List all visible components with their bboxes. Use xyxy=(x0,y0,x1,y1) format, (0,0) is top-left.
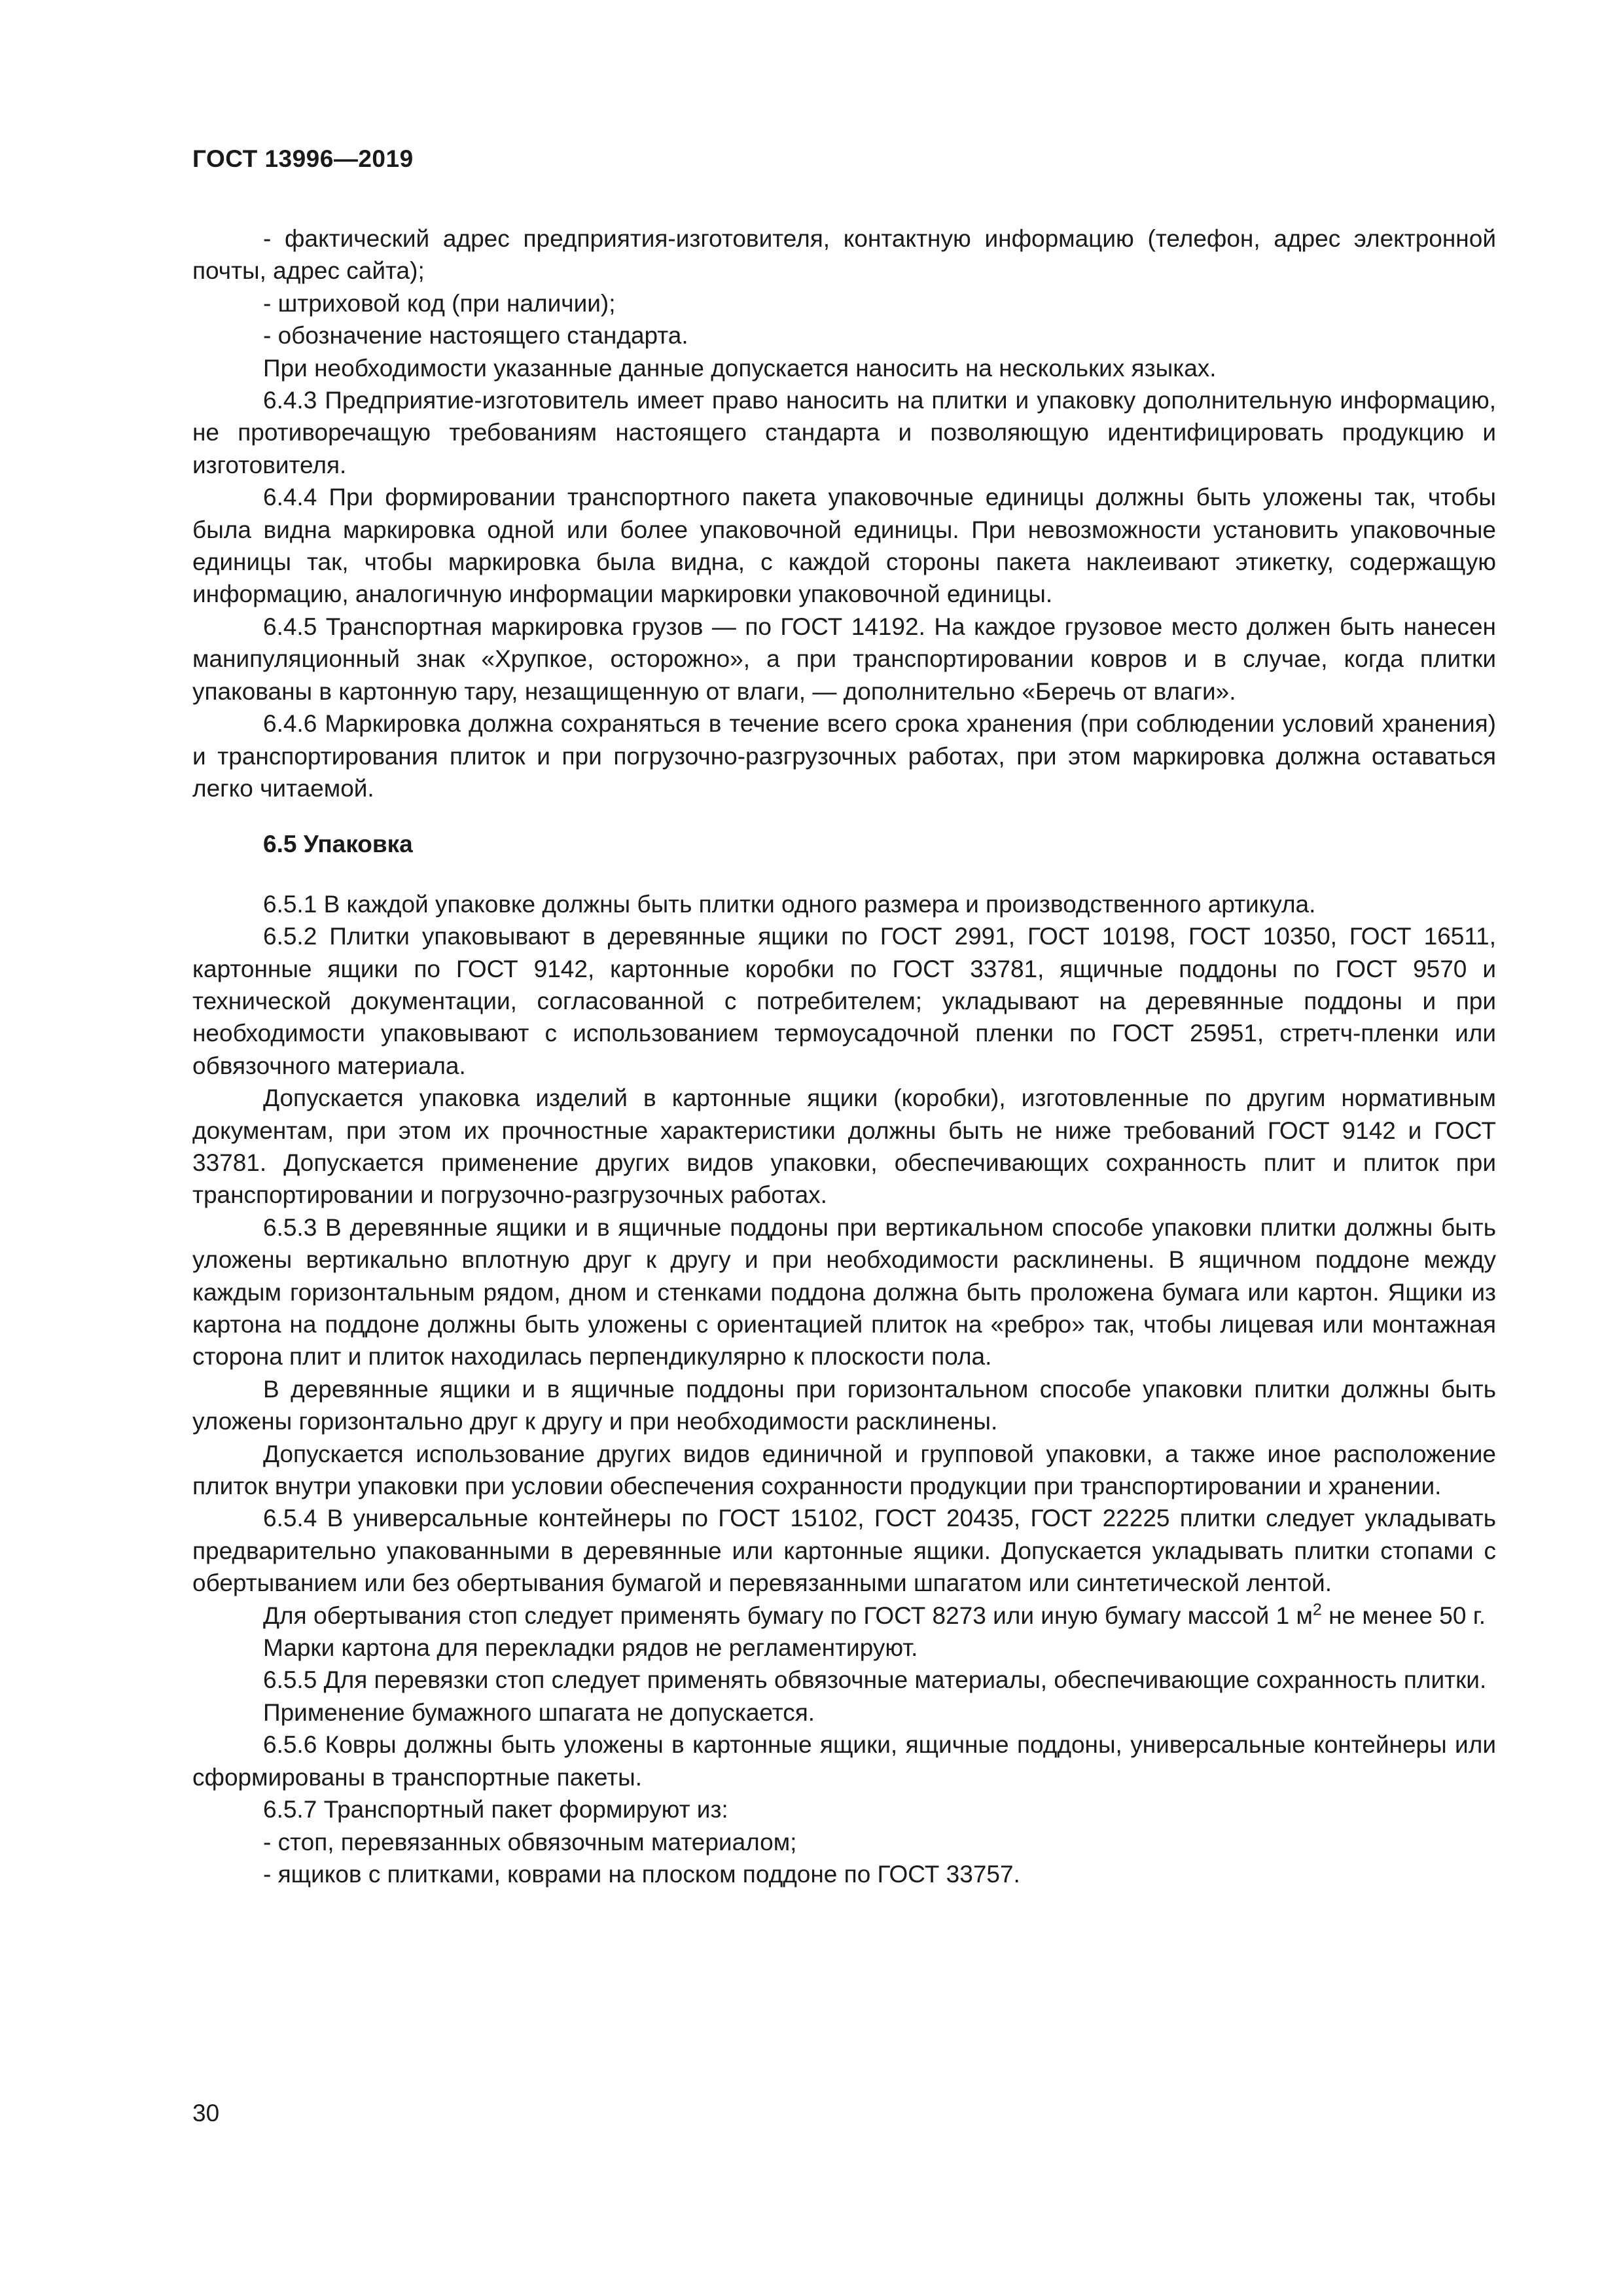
paragraph-6-5-2-b: Допускается упаковка изделий в картонные ящики (коробки), изготовленные по другим нормативным документам, при этом их прочностные характеристики должны быть не ниже требований ГОСТ 9142 и ГОСТ 33781. Допускается применение других видов упаковки, обеспечивающих сохранность плит и плиток при транспортировании и погрузочно-разгрузочных работах. xyxy=(192,1085,1496,1209)
paragraph-6-5-7: 6.5.7 Транспортный пакет формируют из: xyxy=(263,1796,728,1823)
paragraph-6-5-4: 6.5.4 В универсальные контейнеры по ГОСТ 15102, ГОСТ 20435, ГОСТ 22225 плитки следует укладывать предварительно упакованными в деревянные или картонные ящики. Допускается укладывать плитки стопами с обертыванием или без обертывания бумагой и перевязанными шпагатом или синтетической лентой. xyxy=(192,1505,1496,1597)
paragraph-6-5-2: 6.5.2 Плитки упаковывают в деревянные ящики по ГОСТ 2991, ГОСТ 10198, ГОСТ 10350, ГОСТ 16511, картонные ящики по ГОСТ 9142, картонные коробки по ГОСТ 33781, ящичные поддоны по ГОСТ 9570 и технической документации, согласованной с потребителем; укладывают на деревянные поддоны и при необходимости упаковывают с использованием термоусадочной пленки по ГОСТ 25951, стретч-пленки или обвязочного материала. xyxy=(192,923,1496,1079)
paragraph-twine: Применение бумажного шпагата не допускается. xyxy=(263,1698,815,1726)
paragraph-languages: При необходимости указанные данные допускается наносить на нескольких языках. xyxy=(263,354,1217,382)
paragraph-cardboard: Марки картона для перекладки рядов не регламентируют. xyxy=(263,1634,918,1662)
paragraph-6-4-3: 6.4.3 Предприятие-изготовитель имеет право наносить на плитки и упаковку дополнительную информацию, не противоречащую требованиям настоящего стандарта и позволяющую идентифицировать продукцию и изготовителя. xyxy=(192,387,1496,478)
paragraph-wrapping xyxy=(192,1600,1496,1632)
paragraph-6-5-3-c: Допускается использование других видов единичной и групповой упаковки, а также иное расположение плиток внутри упаковки при условии обеспечения сохранности продукции при транспортировании и хранении. xyxy=(192,1440,1496,1500)
superscript-two: 2 xyxy=(1312,1600,1322,1619)
paragraph-6-4-4: 6.4.4 При формировании транспортного пакета упаковочные единицы должны быть уложены так, чтобы была видна маркировка одной или более упаковочной единицы. При невозможности установить упаковочные единицы так, чтобы маркировка была видна, с каждой стороны пакета наклеивают этикетку, содержащую информацию, аналогичную информации маркировки упаковочной единицы. xyxy=(192,484,1496,608)
wrapping-text-start: Для обертывания стоп следует применять бумагу по ГОСТ 8273 или иную бумагу массой 1 м xyxy=(263,1602,1313,1629)
list-item: - стоп, перевязанных обвязочным материалом; xyxy=(263,1828,797,1856)
list-item: - обозначение настоящего стандарта. xyxy=(263,322,688,350)
list-item: - штриховой код (при наличии); xyxy=(263,289,616,317)
paragraph-6-4-5: 6.4.5 Транспортная маркировка грузов — по ГОСТ 14192. На каждое грузовое место должен быть нанесен манипуляционный знак «Хрупкое, осторожно», а при транспортировании ковров и в случае, когда плитки упакованы в картонную тару, незащищенную от влаги, — дополнительно «Беречь от влаги». xyxy=(192,613,1496,705)
paragraph-6-5-3: 6.5.3 В деревянные ящики и в ящичные поддоны при вертикальном способе упаковки плитки должны быть уложены вертикально вплотную друг к другу и при необходимости расклинены. В ящичном поддоне между каждым горизонтальным рядом, дном и стенками поддона должна быть проложена бумага или картон. Ящики из картона на поддоне должны быть уложены с ориентацией плиток на «ребро» так, чтобы лицевая или монтажная сторона плит и плиток находилась перпендикулярно к плоскости пола. xyxy=(192,1213,1496,1371)
list-item: - фактический адрес предприятия-изготовителя, контактную информацию (телефон, адрес электронной почты, адрес сайта); xyxy=(192,225,1496,285)
list-item: - ящиков с плитками, коврами на плоском поддоне по ГОСТ 33757. xyxy=(263,1860,1020,1888)
section-title-6-5: 6.5 Упаковка xyxy=(263,831,413,858)
paragraph-6-5-3-b: В деревянные ящики и в ящичные поддоны при горизонтальном способе упаковки плитки должны быть уложены горизонтально друг к другу и при необходимости расклинены. xyxy=(192,1375,1496,1435)
document-body xyxy=(192,223,1496,1890)
document-header: ГОСТ 13996—2019 xyxy=(192,145,414,172)
page-number: 30 xyxy=(192,2100,220,2126)
paragraph-6-5-6: 6.5.6 Ковры должны быть уложены в картонные ящики, ящичные поддоны, универсальные контейнеры или сформированы в транспортные пакеты. xyxy=(192,1731,1496,1791)
paragraph-6-5-5: 6.5.5 Для перевязки стоп следует применять обвязочные материалы, обеспечивающие сохранность плитки. xyxy=(263,1666,1487,1694)
paragraph-6-4-6: 6.4.6 Маркировка должна сохраняться в течение всего срока хранения (при соблюдении условий хранения) и транспортирования плиток и при погрузочно-разгрузочных работах, при этом маркировка должна оставаться легко читаемой. xyxy=(192,710,1496,802)
wrapping-text-end: не менее 50 г. xyxy=(1321,1602,1486,1629)
paragraph-6-5-1: 6.5.1 В каждой упаковке должны быть плитки одного размера и производственного артикула. xyxy=(263,890,1316,918)
